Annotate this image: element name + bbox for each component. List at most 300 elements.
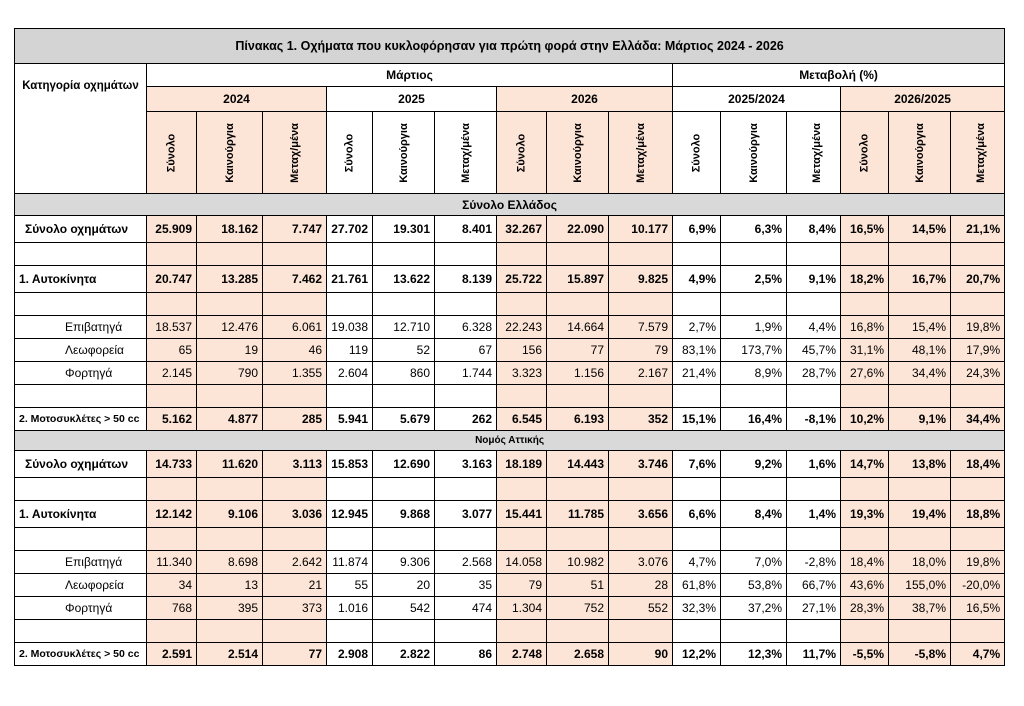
data-cell: 19,3% xyxy=(841,501,889,528)
data-cell xyxy=(263,620,327,643)
data-cell: 262 xyxy=(435,408,497,431)
data-cell: 8,4% xyxy=(787,216,841,243)
data-cell: 9.106 xyxy=(197,501,263,528)
data-cell: 7,0% xyxy=(721,551,787,574)
data-cell: 66,7% xyxy=(787,574,841,597)
year-header-2025: 2025 xyxy=(327,87,497,112)
data-cell xyxy=(721,385,787,408)
data-cell: 2,5% xyxy=(721,266,787,293)
data-cell: 1.304 xyxy=(497,597,547,620)
data-cell: 14.664 xyxy=(547,316,609,339)
data-cell: 12.142 xyxy=(147,501,197,528)
table-row xyxy=(15,451,1005,478)
section-row xyxy=(15,194,1005,216)
data-cell: 31,1% xyxy=(841,339,889,362)
data-cell: 37,2% xyxy=(721,597,787,620)
table-row xyxy=(15,339,1005,362)
data-cell: 9,1% xyxy=(889,408,951,431)
data-cell: -2,8% xyxy=(787,551,841,574)
data-cell: -20,0% xyxy=(951,574,1005,597)
sub-header-0-0 xyxy=(147,112,197,194)
data-cell xyxy=(263,528,327,551)
data-cell: 14,7% xyxy=(841,451,889,478)
data-cell: 119 xyxy=(327,339,373,362)
data-cell xyxy=(547,620,609,643)
data-cell: 86 xyxy=(435,643,497,666)
data-cell xyxy=(373,385,435,408)
data-cell: 35 xyxy=(435,574,497,597)
data-cell: 5.679 xyxy=(373,408,435,431)
data-cell xyxy=(609,478,673,501)
data-cell: 3.746 xyxy=(609,451,673,478)
data-cell xyxy=(547,528,609,551)
data-cell xyxy=(889,478,951,501)
data-cell: 79 xyxy=(497,574,547,597)
data-cell xyxy=(497,243,547,266)
data-cell xyxy=(787,478,841,501)
data-cell xyxy=(889,620,951,643)
data-cell: 19,8% xyxy=(951,551,1005,574)
sub-header-label: Καινούργια xyxy=(747,122,760,183)
data-cell: 1,9% xyxy=(721,316,787,339)
data-cell: 6.545 xyxy=(497,408,547,431)
year-header-2026: 2026 xyxy=(497,87,673,112)
data-cell: 7.462 xyxy=(263,266,327,293)
category-header: Κατηγορία οχημάτων xyxy=(15,64,147,194)
data-cell: 14.733 xyxy=(147,451,197,478)
row-label: Σύνολο οχημάτων xyxy=(15,451,147,478)
data-cell: 61,8% xyxy=(673,574,721,597)
data-cell: 14.443 xyxy=(547,451,609,478)
data-cell: 12.945 xyxy=(327,501,373,528)
data-cell: 2.908 xyxy=(327,643,373,666)
data-cell: 21 xyxy=(263,574,327,597)
row-label: 2. Μοτοσυκλέτες > 50 cc xyxy=(15,408,147,431)
data-cell xyxy=(147,620,197,643)
data-cell: 12.690 xyxy=(373,451,435,478)
data-cell: 21,1% xyxy=(951,216,1005,243)
section-title: Νομός Αττικής xyxy=(15,431,1005,451)
data-cell xyxy=(841,243,889,266)
data-cell: 9.868 xyxy=(373,501,435,528)
data-cell xyxy=(841,528,889,551)
sub-header-label: Σύνολο xyxy=(515,133,528,172)
data-cell: 5.941 xyxy=(327,408,373,431)
data-cell xyxy=(547,243,609,266)
table-row xyxy=(15,597,1005,620)
data-cell: 65 xyxy=(147,339,197,362)
data-cell xyxy=(327,293,373,316)
data-cell: 15.441 xyxy=(497,501,547,528)
data-cell xyxy=(951,528,1005,551)
table-row xyxy=(15,408,1005,431)
data-cell: 79 xyxy=(609,339,673,362)
vehicles-table xyxy=(14,28,1005,666)
data-cell: -8,1% xyxy=(787,408,841,431)
data-cell: 8.401 xyxy=(435,216,497,243)
data-cell: 25.722 xyxy=(497,266,547,293)
sub-header-label: Μεταχ/μένα xyxy=(459,122,472,183)
data-cell: 3.163 xyxy=(435,451,497,478)
data-cell: 38,7% xyxy=(889,597,951,620)
data-cell xyxy=(435,243,497,266)
data-cell xyxy=(435,620,497,643)
data-cell: 2.514 xyxy=(197,643,263,666)
data-cell xyxy=(373,293,435,316)
row-label xyxy=(15,385,147,408)
data-cell xyxy=(197,478,263,501)
row-label xyxy=(15,528,147,551)
data-cell: 14.058 xyxy=(497,551,547,574)
change-header-2025-2024: 2025/2024 xyxy=(673,87,841,112)
data-cell: 51 xyxy=(547,574,609,597)
data-cell: 2.145 xyxy=(147,362,197,385)
data-cell xyxy=(497,478,547,501)
data-cell xyxy=(787,243,841,266)
data-cell xyxy=(787,385,841,408)
data-cell xyxy=(609,620,673,643)
data-cell: 18,4% xyxy=(841,551,889,574)
row-label: Λεωφορεία xyxy=(15,339,147,362)
data-cell: 7,6% xyxy=(673,451,721,478)
table-row xyxy=(15,266,1005,293)
data-cell: 9.306 xyxy=(373,551,435,574)
data-cell: 12,2% xyxy=(673,643,721,666)
row-label: Σύνολο οχημάτων xyxy=(15,216,147,243)
data-cell xyxy=(673,620,721,643)
data-cell xyxy=(673,478,721,501)
data-cell: 15,4% xyxy=(889,316,951,339)
data-cell xyxy=(951,478,1005,501)
data-cell: 9,1% xyxy=(787,266,841,293)
section-title: Σύνολο Ελλάδος xyxy=(15,194,1005,216)
data-cell: 21,4% xyxy=(673,362,721,385)
data-cell xyxy=(889,293,951,316)
data-cell: 15,1% xyxy=(673,408,721,431)
data-cell: 16,8% xyxy=(841,316,889,339)
data-cell: 2.568 xyxy=(435,551,497,574)
sub-header-2-2 xyxy=(609,112,673,194)
data-cell xyxy=(951,243,1005,266)
data-cell xyxy=(951,385,1005,408)
row-label: Επιβατηγά xyxy=(15,551,147,574)
row-label xyxy=(15,478,147,501)
data-cell: 3.656 xyxy=(609,501,673,528)
sub-header-0-1 xyxy=(197,112,263,194)
data-cell xyxy=(787,528,841,551)
sub-header-label: Μεταχ/μένα xyxy=(810,122,823,183)
data-cell xyxy=(327,528,373,551)
data-cell xyxy=(147,243,197,266)
data-cell: 155,0% xyxy=(889,574,951,597)
data-cell: 48,1% xyxy=(889,339,951,362)
data-cell xyxy=(787,620,841,643)
data-cell xyxy=(889,243,951,266)
spacer-row xyxy=(15,478,1005,501)
sub-header-2-1 xyxy=(547,112,609,194)
data-cell xyxy=(951,620,1005,643)
data-cell: 13.622 xyxy=(373,266,435,293)
row-label: Λεωφορεία xyxy=(15,574,147,597)
spacer-row xyxy=(15,243,1005,266)
data-cell xyxy=(197,293,263,316)
data-cell: 9.825 xyxy=(609,266,673,293)
data-cell: 4,9% xyxy=(673,266,721,293)
data-cell: 12,3% xyxy=(721,643,787,666)
sub-header-3-2 xyxy=(787,112,841,194)
data-cell: 1.016 xyxy=(327,597,373,620)
sub-header-4-0 xyxy=(841,112,889,194)
sub-header-1-2 xyxy=(435,112,497,194)
data-cell: 4,4% xyxy=(787,316,841,339)
data-cell xyxy=(263,243,327,266)
data-cell xyxy=(609,293,673,316)
sub-header-label: Μεταχ/μένα xyxy=(974,122,987,183)
data-cell: 5.162 xyxy=(147,408,197,431)
sub-header-label: Καινούργια xyxy=(223,122,236,183)
data-cell: 395 xyxy=(197,597,263,620)
data-cell: 6,3% xyxy=(721,216,787,243)
data-cell: 860 xyxy=(373,362,435,385)
data-cell: 32.267 xyxy=(497,216,547,243)
data-cell: 3.036 xyxy=(263,501,327,528)
data-cell xyxy=(547,478,609,501)
data-cell: 90 xyxy=(609,643,673,666)
data-cell: 52 xyxy=(373,339,435,362)
data-cell xyxy=(497,385,547,408)
data-cell: 2.167 xyxy=(609,362,673,385)
data-cell: 24,3% xyxy=(951,362,1005,385)
data-cell xyxy=(263,293,327,316)
data-cell: 285 xyxy=(263,408,327,431)
sub-header-3-0 xyxy=(673,112,721,194)
data-cell: 752 xyxy=(547,597,609,620)
data-cell: 11.785 xyxy=(547,501,609,528)
data-cell: 13 xyxy=(197,574,263,597)
data-cell: 19,4% xyxy=(889,501,951,528)
sub-header-1-1 xyxy=(373,112,435,194)
change-header: Μεταβολή (%) xyxy=(673,64,1005,87)
data-cell: 373 xyxy=(263,597,327,620)
data-cell: 45,7% xyxy=(787,339,841,362)
data-cell xyxy=(197,528,263,551)
data-cell xyxy=(609,243,673,266)
data-cell xyxy=(327,243,373,266)
data-cell: 18.189 xyxy=(497,451,547,478)
sub-header-2-0 xyxy=(497,112,547,194)
data-cell: 6.061 xyxy=(263,316,327,339)
data-cell: 83,1% xyxy=(673,339,721,362)
data-cell xyxy=(435,528,497,551)
row-label: Φορτηγά xyxy=(15,362,147,385)
data-cell: 790 xyxy=(197,362,263,385)
data-cell: 28,7% xyxy=(787,362,841,385)
data-cell: 474 xyxy=(435,597,497,620)
data-cell: 27,6% xyxy=(841,362,889,385)
data-cell: 14,5% xyxy=(889,216,951,243)
data-cell: 18.537 xyxy=(147,316,197,339)
data-cell xyxy=(721,528,787,551)
row-label xyxy=(15,620,147,643)
sub-header-label: Σύνολο xyxy=(858,133,871,172)
data-cell: 53,8% xyxy=(721,574,787,597)
data-cell: 11.874 xyxy=(327,551,373,574)
table-row xyxy=(15,316,1005,339)
data-cell xyxy=(373,243,435,266)
data-cell: 1.156 xyxy=(547,362,609,385)
row-label: Φορτηγά xyxy=(15,597,147,620)
row-label: Επιβατηγά xyxy=(15,316,147,339)
sub-header-label: Καινούργια xyxy=(913,122,926,183)
data-cell: 2.591 xyxy=(147,643,197,666)
data-cell: 16,5% xyxy=(951,597,1005,620)
change-header-2026-2025: 2026/2025 xyxy=(841,87,1005,112)
data-cell xyxy=(497,293,547,316)
data-cell xyxy=(327,385,373,408)
data-cell xyxy=(609,528,673,551)
data-cell xyxy=(263,385,327,408)
data-cell: 19 xyxy=(197,339,263,362)
data-cell xyxy=(547,385,609,408)
data-cell xyxy=(327,620,373,643)
data-cell: 55 xyxy=(327,574,373,597)
data-cell: 27.702 xyxy=(327,216,373,243)
data-cell xyxy=(721,478,787,501)
data-cell: 4,7% xyxy=(673,551,721,574)
table-container xyxy=(14,28,1004,666)
table-row xyxy=(15,551,1005,574)
sub-header-row xyxy=(15,112,1005,194)
data-cell: 3.076 xyxy=(609,551,673,574)
data-cell: 12.710 xyxy=(373,316,435,339)
data-cell xyxy=(263,478,327,501)
data-cell: 2.748 xyxy=(497,643,547,666)
data-cell: 8.139 xyxy=(435,266,497,293)
row-label: 1. Αυτοκίνητα xyxy=(15,266,147,293)
data-cell xyxy=(841,478,889,501)
row-label: 2. Μοτοσυκλέτες > 50 cc xyxy=(15,643,147,666)
sub-header-label: Σύνολο xyxy=(343,133,356,172)
sub-header-label: Μεταχ/μένα xyxy=(634,122,647,183)
data-cell: 19,8% xyxy=(951,316,1005,339)
data-cell: 3.113 xyxy=(263,451,327,478)
data-cell xyxy=(841,385,889,408)
data-cell: 22.090 xyxy=(547,216,609,243)
data-cell: 8,9% xyxy=(721,362,787,385)
data-cell xyxy=(841,620,889,643)
data-cell: 67 xyxy=(435,339,497,362)
spacer-row xyxy=(15,620,1005,643)
data-cell: 768 xyxy=(147,597,197,620)
data-cell xyxy=(721,620,787,643)
data-cell: 352 xyxy=(609,408,673,431)
sub-header-label: Καινούργια xyxy=(397,122,410,183)
data-cell: 6.328 xyxy=(435,316,497,339)
data-cell: 43,6% xyxy=(841,574,889,597)
data-cell: 28 xyxy=(609,574,673,597)
sub-header-label: Σύνολο xyxy=(690,133,703,172)
data-cell: 6,6% xyxy=(673,501,721,528)
data-cell: 1,6% xyxy=(787,451,841,478)
table-row xyxy=(15,643,1005,666)
data-cell xyxy=(373,478,435,501)
data-cell: -5,8% xyxy=(889,643,951,666)
data-cell: 77 xyxy=(263,643,327,666)
data-cell xyxy=(147,385,197,408)
year-header-2024: 2024 xyxy=(147,87,327,112)
march-header: Μάρτιος xyxy=(147,64,673,87)
data-cell: 15.853 xyxy=(327,451,373,478)
data-cell xyxy=(497,528,547,551)
data-cell: 20 xyxy=(373,574,435,597)
data-cell: 1.355 xyxy=(263,362,327,385)
data-cell: 2.822 xyxy=(373,643,435,666)
spacer-row xyxy=(15,293,1005,316)
data-cell: 34,4% xyxy=(951,408,1005,431)
data-cell xyxy=(197,385,263,408)
data-cell: 21.761 xyxy=(327,266,373,293)
sub-header-3-1 xyxy=(721,112,787,194)
data-cell xyxy=(673,528,721,551)
data-cell xyxy=(327,478,373,501)
data-cell: 20,7% xyxy=(951,266,1005,293)
row-label: 1. Αυτοκίνητα xyxy=(15,501,147,528)
row-label xyxy=(15,293,147,316)
data-cell: 6.193 xyxy=(547,408,609,431)
data-cell xyxy=(147,528,197,551)
data-cell xyxy=(889,528,951,551)
data-cell xyxy=(787,293,841,316)
table-row xyxy=(15,216,1005,243)
data-cell: 10.982 xyxy=(547,551,609,574)
data-cell: 18,8% xyxy=(951,501,1005,528)
data-cell: 18,2% xyxy=(841,266,889,293)
sub-header-0-2 xyxy=(263,112,327,194)
data-cell: 25.909 xyxy=(147,216,197,243)
data-cell: 8,4% xyxy=(721,501,787,528)
data-cell: 16,4% xyxy=(721,408,787,431)
data-cell xyxy=(497,620,547,643)
data-cell xyxy=(673,385,721,408)
data-cell: 15.897 xyxy=(547,266,609,293)
data-cell xyxy=(197,243,263,266)
spacer-row xyxy=(15,528,1005,551)
data-cell: 7.747 xyxy=(263,216,327,243)
data-cell: 12.476 xyxy=(197,316,263,339)
data-cell: 1,4% xyxy=(787,501,841,528)
data-cell: 32,3% xyxy=(673,597,721,620)
data-cell: 34,4% xyxy=(889,362,951,385)
data-cell: -5,5% xyxy=(841,643,889,666)
row-label xyxy=(15,243,147,266)
data-cell: 11.340 xyxy=(147,551,197,574)
data-cell xyxy=(147,293,197,316)
data-cell: 4,7% xyxy=(951,643,1005,666)
data-cell: 9,2% xyxy=(721,451,787,478)
data-cell: 2.642 xyxy=(263,551,327,574)
data-cell: 16,7% xyxy=(889,266,951,293)
data-cell: 19.038 xyxy=(327,316,373,339)
data-cell: 2.604 xyxy=(327,362,373,385)
data-cell: 13,8% xyxy=(889,451,951,478)
data-cell: 3.323 xyxy=(497,362,547,385)
data-cell: 18.162 xyxy=(197,216,263,243)
data-cell: 77 xyxy=(547,339,609,362)
data-cell xyxy=(373,620,435,643)
data-cell xyxy=(547,293,609,316)
data-cell: 156 xyxy=(497,339,547,362)
data-cell xyxy=(721,293,787,316)
